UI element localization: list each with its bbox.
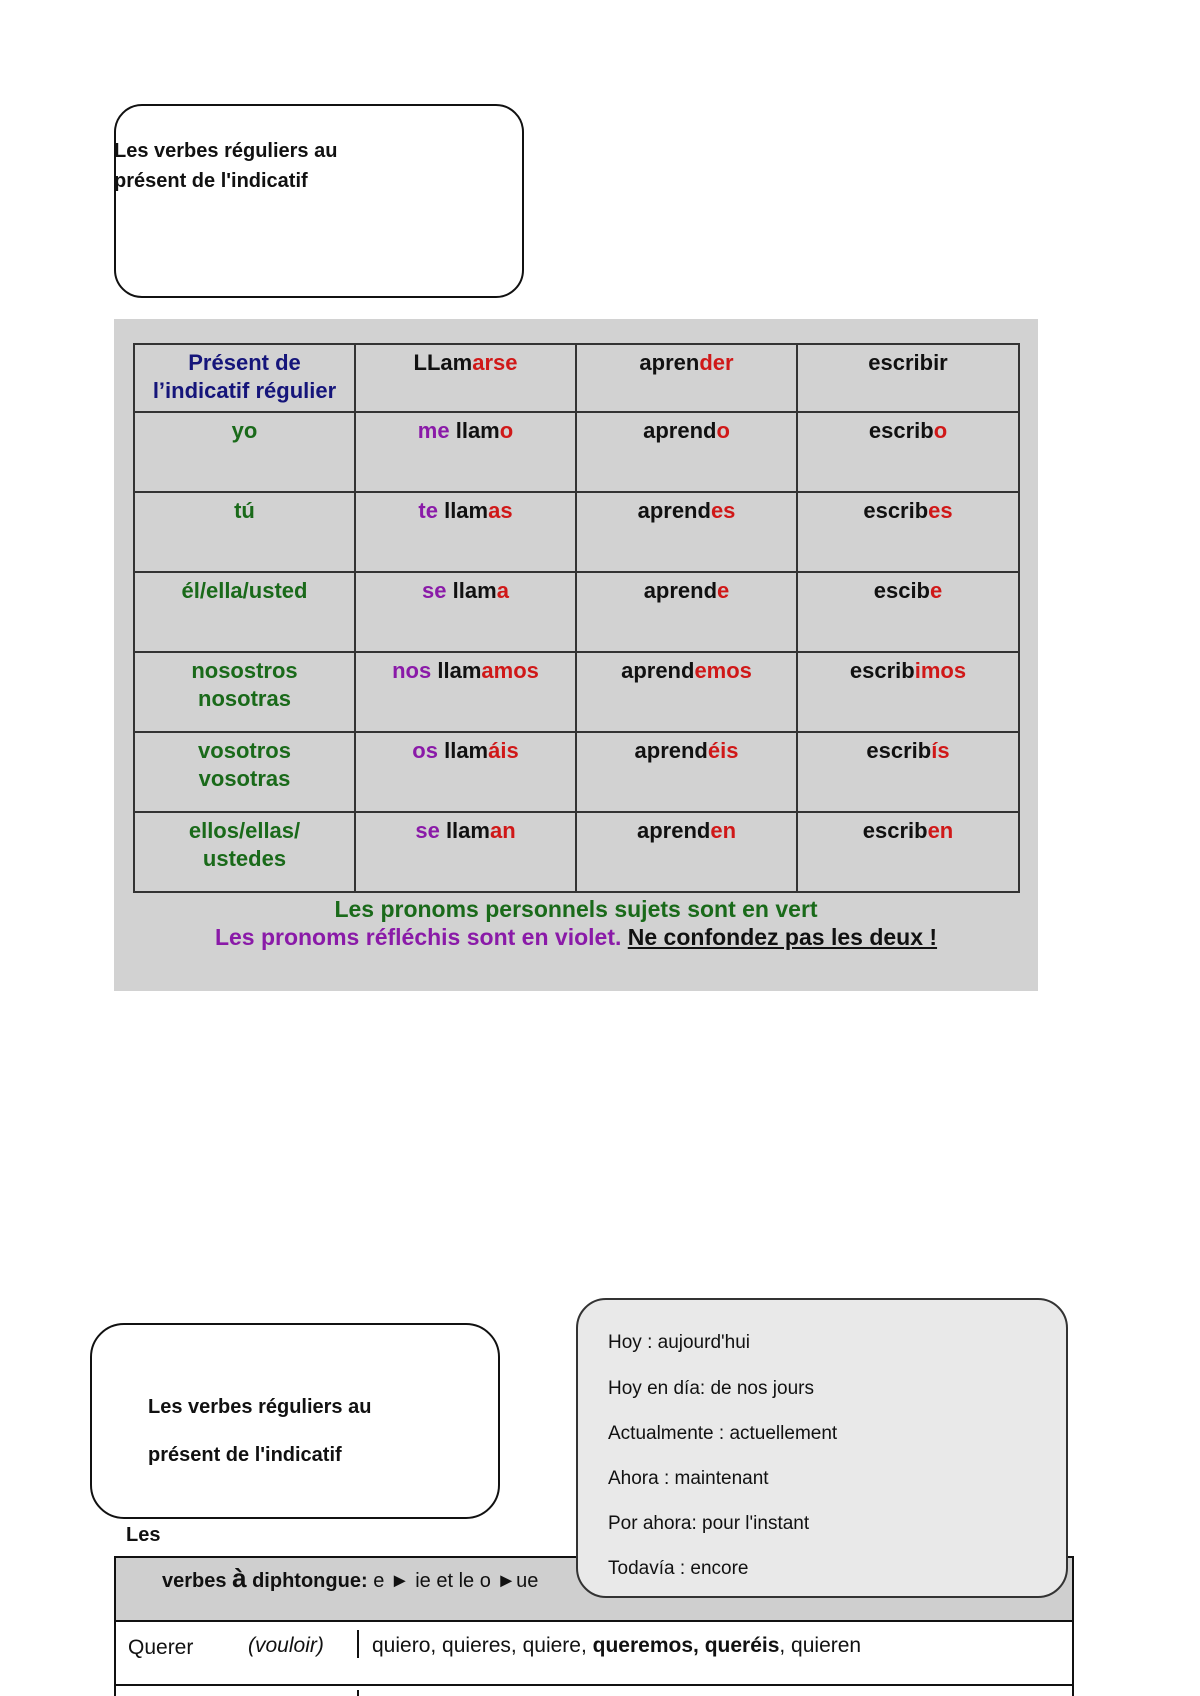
pronoun-cell	[134, 412, 355, 492]
ending: e	[717, 578, 730, 603]
note-reflexive-pronouns	[114, 923, 1038, 951]
escribir-cell	[797, 732, 1019, 812]
conjugation-panel	[114, 319, 1038, 991]
stem: llam	[445, 818, 490, 843]
stem: aprend	[621, 658, 695, 683]
note-subject-pronouns: Les pronoms personnels sujets sont en vert	[334, 896, 818, 922]
llamarse-cell	[355, 732, 576, 812]
stem: aprend	[636, 818, 711, 843]
aprender-cell	[576, 652, 797, 732]
ending: as	[488, 498, 513, 523]
conjugation-table	[133, 343, 1020, 893]
stem: aprend	[643, 418, 717, 443]
aprender-cell	[576, 492, 797, 572]
pronoun-cell	[134, 572, 355, 652]
header-label-cell	[134, 344, 355, 412]
pronoun-line: tú	[234, 498, 255, 523]
querer-forms-bold: queremos, queréis	[592, 1634, 780, 1657]
escribir-cell	[797, 492, 1019, 572]
ending: éis	[707, 738, 739, 763]
header-escribir	[797, 344, 1019, 412]
escribir-cell	[797, 412, 1019, 492]
table-row	[134, 572, 1019, 652]
vocab-line: Ahora : maintenant	[608, 1468, 769, 1489]
aprender-cell	[576, 812, 797, 892]
vocab-line: Hoy : aujourd'hui	[608, 1332, 750, 1353]
stem: escrib	[866, 738, 932, 763]
table-row	[134, 412, 1019, 492]
next-row-separator	[357, 1690, 359, 1696]
reflexive-pronoun: se	[415, 818, 440, 843]
stem: aprend	[643, 578, 718, 603]
ending: an	[489, 818, 516, 843]
vocab-line: Todavía : encore	[608, 1558, 749, 1579]
header-label-line2: l’indicatif régulier	[152, 378, 337, 403]
ending: ís	[931, 738, 950, 763]
ending: en	[927, 818, 954, 843]
pronoun-line: él/ella/usted	[181, 578, 308, 603]
vocab-line: Actualmente : actuellement	[608, 1423, 838, 1444]
les-label: Les	[126, 1524, 161, 1546]
second-title-box	[90, 1323, 500, 1519]
stem: llam	[452, 578, 497, 603]
ending: o	[933, 418, 948, 443]
querer-translation: (vouloir)	[248, 1634, 324, 1657]
querer-verb: Querer	[128, 1636, 194, 1659]
pronoun-cell	[134, 492, 355, 572]
stem: escrib	[863, 498, 929, 523]
band-rule: e ► ie et le o ►ue	[373, 1570, 539, 1592]
band-word-diphtongue: diphtongue:	[252, 1570, 368, 1592]
stem: llam	[455, 418, 500, 443]
band-word-a: à	[232, 1563, 247, 1593]
pronoun-cell	[134, 652, 355, 732]
aprender-cell	[576, 412, 797, 492]
header-aprender	[576, 344, 797, 412]
reflexive-pronoun: te	[418, 498, 438, 523]
pronoun-line: nosostros	[191, 658, 298, 683]
escribir-cell	[797, 652, 1019, 732]
llamarse-cell	[355, 412, 576, 492]
top-title-line2: présent de l'indicatif	[114, 170, 308, 192]
llamarse-cell	[355, 812, 576, 892]
header-verb: escribir	[868, 350, 948, 375]
stem: escrib	[868, 418, 934, 443]
ending: imos	[914, 658, 967, 683]
ending: en	[710, 818, 737, 843]
ending: o	[716, 418, 730, 443]
stem: escrib	[862, 818, 928, 843]
table-left-border	[114, 1556, 116, 1696]
querer-forms-end: , quieren	[779, 1634, 862, 1657]
aprender-cell	[576, 572, 797, 652]
pronoun-line: vosotras	[198, 766, 291, 791]
header-stem: apren	[639, 350, 700, 375]
header-ending: arse	[472, 350, 518, 375]
top-title-box	[114, 104, 524, 298]
second-title-line1: Les verbes réguliers au	[148, 1396, 372, 1418]
stem: aprend	[634, 738, 708, 763]
pronoun-cell	[134, 812, 355, 892]
table-row	[134, 812, 1019, 892]
band-word-verbes: verbes	[162, 1570, 227, 1592]
pronoun-line: ellos/ellas/	[188, 818, 301, 843]
header-label-line1: Présent de	[188, 350, 301, 375]
header-ending: der	[699, 350, 734, 375]
llamarse-cell	[355, 492, 576, 572]
stem: llam	[444, 738, 489, 763]
table-row	[134, 652, 1019, 732]
vocab-line: Hoy en día: de nos jours	[608, 1378, 814, 1399]
reflexive-pronoun: se	[422, 578, 447, 603]
stem: escib	[873, 578, 930, 603]
header-stem: LLam	[413, 350, 473, 375]
ending: amos	[481, 658, 539, 683]
reflexive-pronoun: os	[412, 738, 438, 763]
stem: escrib	[849, 658, 915, 683]
ending: a	[496, 578, 509, 603]
diphthong-header-text	[162, 1563, 538, 1594]
escribir-cell	[797, 812, 1019, 892]
reflexive-pronoun: nos	[392, 658, 432, 683]
vocab-line: Por ahora: pour l'instant	[608, 1513, 810, 1534]
note-warning: Ne confondez pas les deux !	[627, 924, 938, 950]
header-llamarse	[355, 344, 576, 412]
ending: áis	[488, 738, 519, 763]
querer-forms	[372, 1634, 861, 1658]
ending: es	[928, 498, 953, 523]
llamarse-cell	[355, 572, 576, 652]
ending: o	[499, 418, 514, 443]
stem: llam	[437, 658, 482, 683]
ending: emos	[694, 658, 752, 683]
pronoun-line: vosotros	[198, 738, 291, 763]
vocab-box	[576, 1298, 1068, 1598]
table-right-border	[1072, 1556, 1074, 1696]
note-reflexive-text: Les pronoms réfléchis sont en violet.	[214, 924, 622, 950]
escribir-cell	[797, 572, 1019, 652]
reflexive-pronoun: me	[417, 418, 450, 443]
pronoun-line: nosotras	[198, 686, 291, 711]
ending: e	[930, 578, 943, 603]
top-title	[114, 136, 337, 196]
querer-forms-plain: quiero, quieres, quiere,	[372, 1634, 587, 1657]
second-title-line2: présent de l'indicatif	[148, 1444, 342, 1466]
aprender-cell	[576, 732, 797, 812]
stem: aprend	[637, 498, 711, 523]
table-row	[134, 732, 1019, 812]
stem: llam	[444, 498, 489, 523]
top-title-line1: Les verbes réguliers au	[114, 140, 338, 162]
pronoun-line: ustedes	[202, 846, 287, 871]
llamarse-cell	[355, 652, 576, 732]
pronoun-line: yo	[231, 418, 258, 443]
ending: es	[710, 498, 736, 523]
pronoun-cell	[134, 732, 355, 812]
table-row	[134, 492, 1019, 572]
querer-separator	[357, 1630, 359, 1658]
table-header-row	[134, 344, 1019, 412]
